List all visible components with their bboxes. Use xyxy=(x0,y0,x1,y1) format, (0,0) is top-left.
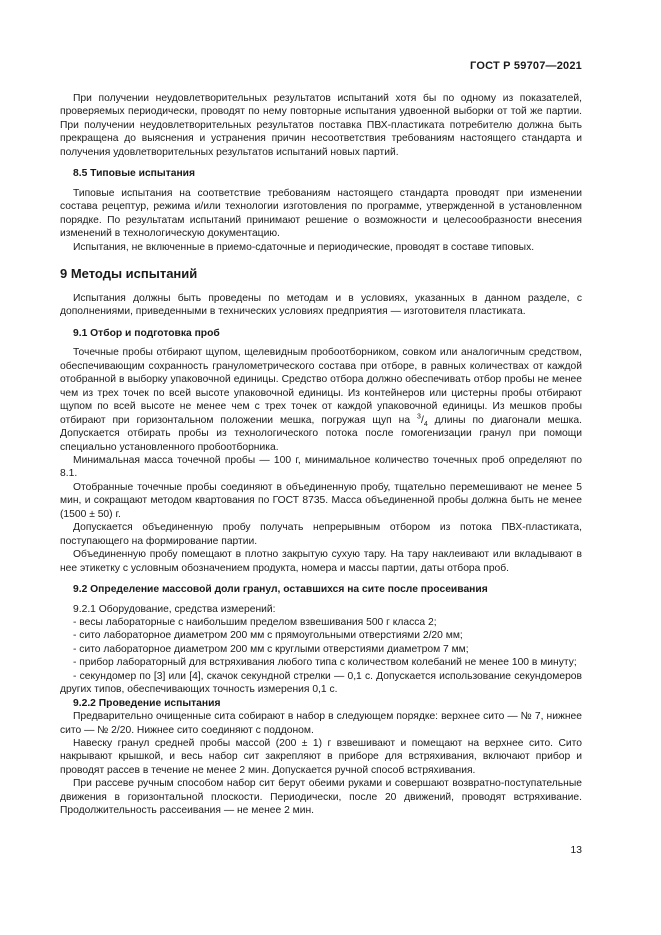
list-item: - сито лабораторное диаметром 200 мм с прямоугольными отверстиями 2/20 мм; xyxy=(73,630,463,642)
paragraph: Точечные пробы отбирают щупом, щелевидным пробоотборником, совком или аналогичным средством, обеспечивающим сохранность гранулометрического состава при отборе, в равных количествах от каждой отобранной в выборку упаковочной единицы. Средство отбора должно обеспечивать отбор пробы не менее чем из трех точек по всей высоте упаковочной единицы. Из контейнеров или цистерны пробы отбирают щупом по всей высоте не менее чем с трех точек от каждой упаковочной единицы. Из мешков пробы отбирают при горизонтальном положении мешка, погружая щуп на $^3/_4$ длины по диагонали мешка. Допускается отбирать пробы из технологического потока после гомогенизации гранул при помощи специально установленного пробоотборника. xyxy=(60,347,582,453)
section-heading-8-5: 8.5 Типовые испытания xyxy=(73,168,196,180)
fraction: $^3/_4$ xyxy=(417,413,428,428)
paragraph: При рассеве ручным способом набор сит берут обеими руками и совершают возвратно-поступательные движения в горизонтальной плоскости. Периодически, после 20 движений, проводят встряхивание. Продолжительность рассеивания — не менее 2 мин. xyxy=(60,778,582,817)
paragraph: Объединенную пробу помещают в плотно закрытую сухую тару. На тару наклеивают или вкладывают в нее этикетку с условным обозначением продукта, номера и массы партии, даты отбора проб. xyxy=(60,549,582,574)
page-content xyxy=(60,92,582,818)
paragraph: Допускается объединенную пробу получать непрерывным отбором из потока ПВХ-пластиката, поступающего на формирование партии. xyxy=(60,522,582,547)
paragraph: Типовые испытания на соответствие требованиям настоящего стандарта проводят при изменении состава рецептур, режима и/или технологии изготовления по программе, утвержденной в установленном порядке. По результатам испытаний принимают решение о возможности и целесообразности внесения изменений в технологическую документацию. xyxy=(60,187,582,240)
list-item: - весы лабораторные с наибольшим пределом взвешивания 500 г класса 2; xyxy=(73,616,437,628)
paragraph: Испытания должны быть проведены по методам и в условиях, указанных в данном разделе, с дополнениями, приведенными в технических условиях предприятия — изготовителя пластиката. xyxy=(60,292,582,318)
subsection-heading-9-2-2: 9.2.2 Проведение испытания xyxy=(73,697,221,709)
list-item: - секундомер по [3] или [4], скачок секундной стрелки — 0,1 с. Допускается использование секундомеров других типов, обеспечивающих точность измерения 0,1 с. xyxy=(60,670,582,696)
subsection-heading-9-2-1: 9.2.1 Оборудование, средства измерений: xyxy=(73,603,276,615)
section-heading-9: 9 Методы испытаний xyxy=(60,265,198,281)
list-item: - сито лабораторное диаметром 200 мм с круглыми отверстиями диаметром 7 мм; xyxy=(73,643,469,655)
section-heading-9-1: 9.1 Отбор и подготовка проб xyxy=(73,327,220,339)
document-header-id: ГОСТ Р 59707—2021 xyxy=(470,60,582,72)
page-number: 13 xyxy=(570,845,582,856)
paragraph: Минимальная масса точечной пробы — 100 г, минимальное количество точечных проб определяют по 8.1. xyxy=(60,454,582,480)
list-item: - прибор лабораторный для встряхивания любого типа с количеством колебаний не менее 100 в минуту; xyxy=(73,657,577,669)
paragraph: Испытания, не включенные в приемо-сдаточные и периодические, проводят в составе типовых. xyxy=(73,241,535,253)
paragraph: Предварительно очищенные сита собирают в набор в следующем порядке: верхнее сито — № 7, нижнее сито — № 2/20. Нижнее сито соединяют с поддоном. xyxy=(60,711,582,736)
paragraph: Отобранные точечные пробы соединяют в объединенную пробу, тщательно перемешивают не менее 5 мин, и сокращают методом квартования по ГОСТ 8735. Масса объединенной пробы должна быть не менее (1500 ± 50) г. xyxy=(60,481,582,520)
section-heading-9-2: 9.2 Определение массовой доли гранул, оставшихся на сите после просеивания xyxy=(73,584,488,596)
paragraph: Навеску гранул средней пробы массой (200 ± 1) г взвешивают и помещают на верхнее сито. Сито накрывают крышкой, и весь набор сит закрепляют в приборе для встряхивания, включают прибор и проводят рассев в течение не менее 2 мин. Допускается ручной способ встряхивания. xyxy=(60,738,582,776)
paragraph: При получении неудовлетворительных результатов испытаний хотя бы по одному из показателей, проверяемых периодически, проводят по нему повторные испытания удвоенной выборки от той же партии. При получении неудовлетворительных результатов поставка ПВХ-пластиката потребителю должна быть прекращена до выяснения и устранения причин несоответствия требованиям настоящего стандарта и получения удовлетворительных результатов испытаний новых партий. xyxy=(60,93,582,158)
